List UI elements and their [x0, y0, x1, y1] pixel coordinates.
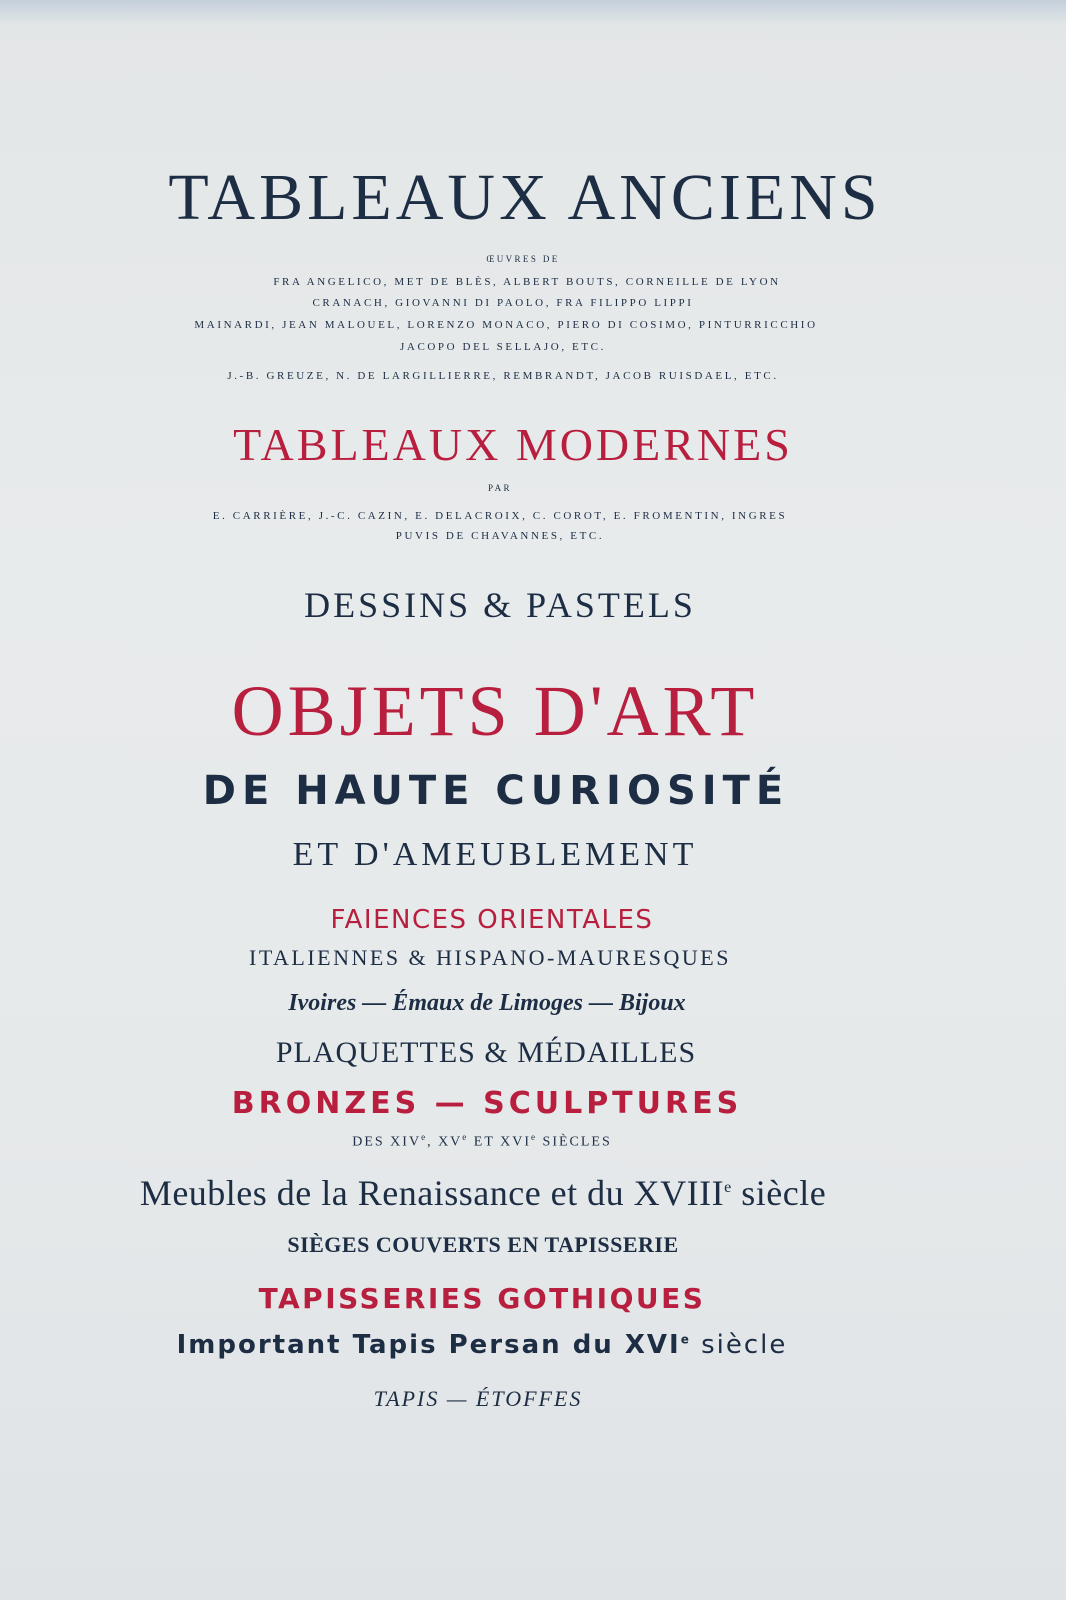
siecles-text-3: ET XVI — [468, 1134, 532, 1150]
siecles-sup-1: e — [421, 1132, 428, 1142]
siecles-sup-3: e — [531, 1132, 538, 1142]
sieges-couverts: SIÈGES COUVERTS EN TAPISSERIE — [287, 1232, 679, 1257]
bronzes-sculptures: BRONZES — SCULPTURES — [231, 1086, 743, 1121]
modernes-artists-line-2: PUVIS DE CHAVANNES, ETC. — [395, 530, 605, 542]
oeuvres-de-label: ŒUVRES DE — [486, 254, 560, 264]
modernes-artists-line-1: E. CARRIÈRE, J.-C. CAZIN, E. DELACROIX, C. COROT, E. FROMENTIN, INGRES — [212, 510, 788, 522]
anciens-artists-line-2: CRANACH, GIOVANNI DI PAOLO, FRA FILIPPO LIPPI — [312, 297, 694, 309]
siecles-text-2: , XV — [427, 1134, 463, 1150]
anciens-artists-line-1: FRA ANGELICO, MET DE BLÈS, ALBERT BOUTS, CORNEILLE DE LYON — [273, 276, 781, 288]
tapisseries-gothiques: TAPISSERIES GOTHIQUES — [258, 1282, 706, 1315]
tapis-etoffes: TAPIS — ÉTOFFES — [373, 1386, 583, 1411]
important-tapis-persan — [0, 1330, 1015, 1360]
tapis-persan-text-1: Important Tapis Persan du XVI — [176, 1330, 681, 1360]
meubles-text-1: Meubles de la Renaissance et du XVIII — [139, 1173, 725, 1213]
heading-tableaux-modernes: TABLEAUX MODERNES — [233, 419, 793, 470]
par-label: PAR — [488, 483, 512, 493]
siecles-xiv-xvi — [0, 1132, 1015, 1151]
siecles-sup-2: e — [462, 1132, 469, 1142]
siecles-text-4: SIÈCLES — [537, 1134, 612, 1150]
faiences-orientales: FAIENCES ORIENTALES — [330, 905, 654, 935]
tapis-persan-text-2: siècle — [690, 1330, 788, 1360]
anciens-artists-line-3: MAINARDI, JEAN MALOUEL, LORENZO MONACO, PIERO DI COSIMO, PINTURRICCHIO — [194, 319, 818, 331]
ivoires-emaux-bijoux: Ivoires — Émaux de Limoges — Bijoux — [288, 990, 686, 1016]
heading-objets-d-art: OBJETS D'ART — [231, 671, 759, 751]
et-d-ameublement: ET D'AMEUBLEMENT — [292, 836, 698, 873]
tapis-persan-sup: e — [680, 1332, 691, 1347]
anciens-artists-line-5: J.-B. GREUZE, N. DE LARGILLIERRE, REMBRANDT, JACOB RUISDAEL, ETC. — [227, 370, 779, 382]
meubles-renaissance — [0, 1172, 1016, 1214]
meubles-text-2: siècle — [731, 1173, 827, 1213]
plaquettes-medailles: PLAQUETTES & MÉDAILLES — [275, 1036, 697, 1069]
de-haute-curiosite: DE HAUTE CURIOSITÉ — [202, 768, 790, 814]
heading-tableaux-anciens: TABLEAUX ANCIENS — [168, 161, 882, 234]
italiennes-hispano-mauresques: ITALIENNES & HISPANO-MAURESQUES — [249, 945, 731, 970]
dessins-pastels: DESSINS & PASTELS — [304, 585, 696, 625]
meubles-sup: e — [724, 1179, 732, 1196]
siecles-text-1: DES XIV — [352, 1134, 422, 1150]
anciens-artists-line-4: JACOPO DEL SELLAJO, ETC. — [400, 341, 606, 353]
